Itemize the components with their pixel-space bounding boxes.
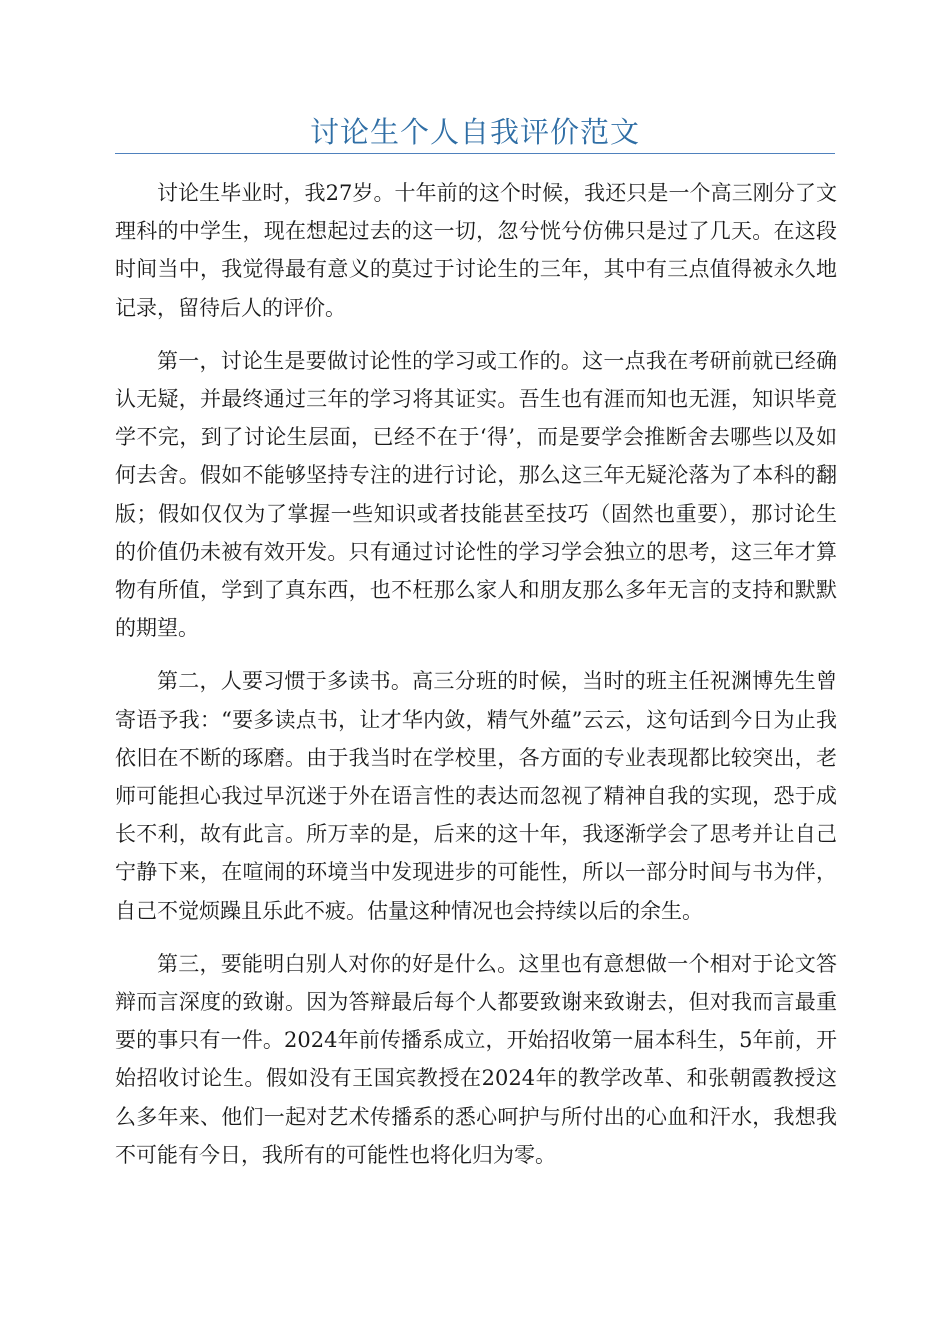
title-underline xyxy=(115,153,835,154)
document-body xyxy=(115,174,837,1189)
paragraph-second-point: 第二，人要习惯于多读书。高三分班的时候，当时的班主任祝渊博先生曾寄语予我：“要多读点书，让才华内敛，精气外蕴”云云，这句话到今日为止我依旧在不断的琢磨。由于我当时在学校里，各方面的专业表现都比较突出，老师可能担心我过早沉迷于外在语言性的表达而忽视了精神自我的实现，恐于成长不利，故有此言。所万幸的是，后来的这十年，我逐渐学会了思考并让自己宁静下来，在喧闹的环境当中发现进步的可能性，所以一部分时间与书为伴，自己不觉烦躁且乐此不疲。估量这种情况也会持续以后的余生。 xyxy=(115,669,837,923)
paragraph-third-point: 第三，要能明白别人对你的好是什么。这里也有意想做一个相对于论文答辩而言深度的致谢。因为答辩最后每个人都要致谢来致谢去，但对我而言最重要的事只有一件。2024年前传播系成立，开始招收第一届本科生，5年前，开始招收讨论生。假如没有王国宾教授在2024年的教学改革、和张朝霞教授这么多年来、他们一起对艺术传播系的悉心呵护与所付出的心血和汗水，我想我不可能有今日，我所有的可能性也将化归为零。 xyxy=(115,951,837,1167)
document-title: 讨论生个人自我评价范文 xyxy=(309,115,640,149)
paragraph-intro: 讨论生毕业时，我27岁。十年前的这个时候，我还只是一个高三刚分了文理科的中学生，现在想起过去的这一切，忽兮恍兮仿佛只是过了几天。在这段时间当中，我觉得最有意义的莫过于讨论生的三年，其中有三点值得被永久地记录，留待后人的评价。 xyxy=(115,181,837,320)
paragraph-first-point: 第一，讨论生是要做讨论性的学习或工作的。这一点我在考研前就已经确认无疑，并最终通过三年的学习将其证实。吾生也有涯而知也无涯，知识毕竟学不完，到了讨论生层面，已经不在于‘得’，而是要学会推断舍去哪些以及如何去舍。假如不能够坚持专注的进行讨论，那么这三年无疑沦落为了本科的翻版；假如仅仅为了掌握一些知识或者技能甚至技巧（固然也重要），那讨论生的价值仍未被有效开发。只有通过讨论性的学习学会独立的思考，这三年才算物有所值，学到了真东西，也不枉那么家人和朋友那么多年无言的支持和默默的期望。 xyxy=(115,348,837,641)
